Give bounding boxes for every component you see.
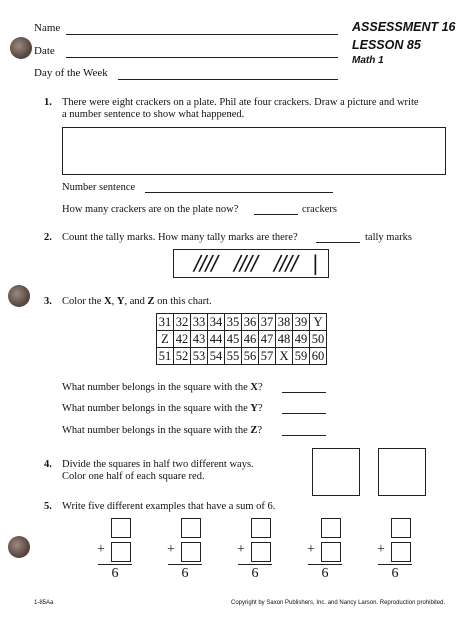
lesson-title: LESSON 85 <box>352 38 421 52</box>
plus-sign: + <box>377 542 385 557</box>
chart-cell[interactable]: 55 <box>225 348 242 365</box>
chart-cell[interactable]: 51 <box>157 348 174 365</box>
chart-cell[interactable]: 48 <box>276 331 293 348</box>
sum-value: 6 <box>111 566 119 581</box>
q1-sentence-field[interactable] <box>145 192 333 193</box>
tally-box <box>173 249 329 278</box>
copyright-notice: Copyright by Saxon Publishers, Inc. and Nancy Larson. Reproduction prohibited. <box>231 600 446 606</box>
chart-row <box>157 331 327 348</box>
punch-hole <box>8 285 30 307</box>
chart-cell[interactable]: 36 <box>242 314 259 331</box>
q5-text: Write five different examples that have a sum of 6. <box>62 501 276 512</box>
plus-sign: + <box>307 542 315 557</box>
q1-drawing-box[interactable] <box>62 127 446 175</box>
q2-number: 2. <box>44 232 52 243</box>
q4-line2: Color one half of each square red. <box>62 471 205 482</box>
plus-sign: + <box>97 542 105 557</box>
chart-cell[interactable]: 57 <box>259 348 276 365</box>
sum-line <box>238 564 272 565</box>
q3-y-answer-field[interactable] <box>282 413 326 414</box>
chart-cell[interactable]: 37 <box>259 314 276 331</box>
tally-group-3: //// <box>274 251 297 275</box>
chart-cell[interactable]: 35 <box>225 314 242 331</box>
sum-value: 6 <box>321 566 329 581</box>
day-of-week-field[interactable] <box>118 79 338 80</box>
sum-line <box>98 564 132 565</box>
chart-cell[interactable]: 49 <box>293 331 310 348</box>
sum-line <box>168 564 202 565</box>
chart-cell[interactable]: 59 <box>293 348 310 365</box>
addend-bottom-box[interactable] <box>321 542 341 562</box>
date-label: Date <box>34 45 55 57</box>
q2-answer-field[interactable] <box>316 242 360 243</box>
q1-answer-field[interactable] <box>254 214 298 215</box>
chart-cell[interactable]: 33 <box>191 314 208 331</box>
addend-bottom-box[interactable] <box>111 542 131 562</box>
q5-number: 5. <box>44 501 52 512</box>
chart-cell[interactable]: 32 <box>174 314 191 331</box>
name-label: Name <box>34 22 61 34</box>
page-code: 1-85Aa <box>34 600 54 606</box>
addend-top-box[interactable] <box>181 518 201 538</box>
sum-value: 6 <box>391 566 399 581</box>
assessment-title: ASSESSMENT 16 <box>352 20 456 34</box>
sum-line <box>308 564 342 565</box>
chart-cell[interactable]: Z <box>157 331 174 348</box>
q1-text-line2: a number sentence to show what happened. <box>62 109 245 120</box>
chart-cell[interactable]: 56 <box>242 348 259 365</box>
q3-ask-z: What number belongs in the square with the Z? <box>62 425 263 436</box>
q4-square-2[interactable] <box>378 448 426 496</box>
subject-label: Math 1 <box>352 55 384 66</box>
chart-cell[interactable]: 44 <box>208 331 225 348</box>
chart-cell[interactable]: 43 <box>191 331 208 348</box>
chart-row <box>157 348 327 365</box>
chart-cell[interactable]: 42 <box>174 331 191 348</box>
q2-text: Count the tally marks. How many tally marks are there? <box>62 232 298 243</box>
date-field[interactable] <box>66 57 338 58</box>
chart-cell[interactable]: 34 <box>208 314 225 331</box>
chart-cell[interactable]: 39 <box>293 314 310 331</box>
punch-hole <box>10 37 32 59</box>
tally-group-1: //// <box>194 251 217 275</box>
q3-ask-x: What number belongs in the square with the X? <box>62 382 263 393</box>
plus-sign: + <box>237 542 245 557</box>
day-of-week-label: Day of the Week <box>34 67 108 79</box>
q1-unit: crackers <box>302 204 337 215</box>
chart-cell[interactable]: 38 <box>276 314 293 331</box>
chart-row <box>157 314 327 331</box>
q3-text: Color the X, Y, and Z on this chart. <box>62 296 212 307</box>
plus-sign: + <box>167 542 175 557</box>
chart-cell[interactable]: 31 <box>157 314 174 331</box>
addend-bottom-box[interactable] <box>181 542 201 562</box>
q3-ask-y: What number belongs in the square with the Y? <box>62 403 263 414</box>
tally-single: | <box>312 251 318 275</box>
chart-cell[interactable]: 50 <box>310 331 327 348</box>
q4-line1: Divide the squares in half two different ways. <box>62 459 254 470</box>
addend-top-box[interactable] <box>321 518 341 538</box>
sum-value: 6 <box>181 566 189 581</box>
q1-sentence-label: Number sentence <box>62 182 136 193</box>
sum-value: 6 <box>251 566 259 581</box>
q1-how-many: How many crackers are on the plate now? <box>62 204 239 215</box>
chart-cell[interactable]: Y <box>310 314 327 331</box>
q4-number: 4. <box>44 459 52 470</box>
q4-square-1[interactable] <box>312 448 360 496</box>
chart-cell[interactable]: 46 <box>242 331 259 348</box>
addend-top-box[interactable] <box>251 518 271 538</box>
addend-bottom-box[interactable] <box>391 542 411 562</box>
q3-z-answer-field[interactable] <box>282 435 326 436</box>
punch-hole <box>8 536 30 558</box>
name-field[interactable] <box>66 34 338 35</box>
addend-top-box[interactable] <box>391 518 411 538</box>
chart-cell[interactable]: 45 <box>225 331 242 348</box>
number-chart <box>156 313 327 365</box>
chart-cell[interactable]: 60 <box>310 348 327 365</box>
chart-cell[interactable]: X <box>276 348 293 365</box>
sum-line <box>378 564 412 565</box>
chart-cell[interactable]: 54 <box>208 348 225 365</box>
q3-number: 3. <box>44 296 52 307</box>
q3-x-answer-field[interactable] <box>282 392 326 393</box>
addend-top-box[interactable] <box>111 518 131 538</box>
q2-unit: tally marks <box>365 232 412 243</box>
tally-group-2: //// <box>234 251 257 275</box>
q1-text-line1: There were eight crackers on a plate. Phil ate four crackers. Draw a picture and write <box>62 97 419 108</box>
chart-cell[interactable]: 47 <box>259 331 276 348</box>
q1-number: 1. <box>44 97 52 108</box>
chart-cell[interactable]: 52 <box>174 348 191 365</box>
addend-bottom-box[interactable] <box>251 542 271 562</box>
chart-cell[interactable]: 53 <box>191 348 208 365</box>
